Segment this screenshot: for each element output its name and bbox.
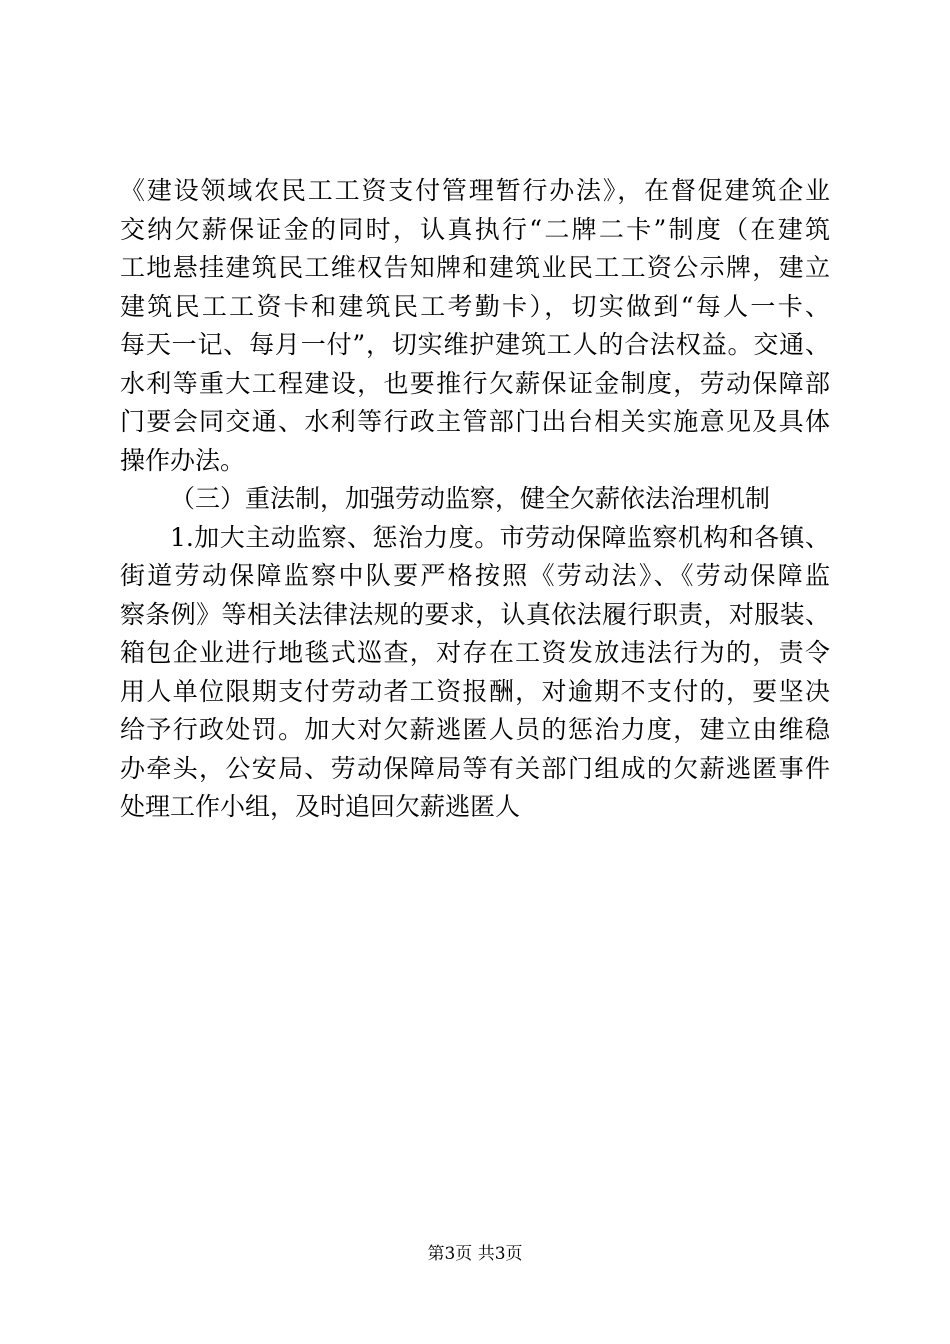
document-body — [120, 172, 830, 827]
body-line: 每天一记、每月一付”，切实维护建筑工人的合法权益。交通、 — [120, 330, 830, 359]
body-line: 建筑民工工资卡和建筑民工考勤卡），切实做到“每人一卡、 — [120, 291, 830, 321]
body-line: 察条例》等相关法律法规的要求，认真依法履行职责，对服装、 — [120, 599, 830, 629]
body-line: 《建设领域农民工工资支付管理暂行办法》，在督促建筑企业 — [120, 176, 830, 205]
body-line: 工地悬挂建筑民工维权告知牌和建筑业民工工资公示牌，建立 — [120, 253, 830, 282]
body-line: 交纳欠薪保证金的同时，认真执行“二牌二卡”制度（在建筑 — [120, 214, 830, 244]
body-line: 办牵头，公安局、劳动保障局等有关部门组成的欠薪逃匿事件 — [120, 753, 830, 783]
page-footer — [0, 1243, 950, 1265]
body-line: 箱包企业进行地毯式巡查，对存在工资发放违法行为的，责令 — [120, 638, 830, 667]
body-line: 街道劳动保障监察中队要严格按照《劳动法》、《劳动保障监 — [120, 561, 830, 590]
section-heading: （三）重法制，加强劳动监察，健全欠薪依法治理机制 — [170, 484, 771, 513]
body-line: 1.加大主动监察、惩治力度。市劳动保障监察机构和各镇、 — [170, 522, 830, 552]
page-number: 第3页 共3页 — [427, 1244, 523, 1264]
body-line: 给予行政处罚。加大对欠薪逃匿人员的惩治力度，建立由维稳 — [120, 715, 830, 744]
body-line: 用人单位限期支付劳动者工资报酬，对逾期不支付的，要坚决 — [120, 676, 830, 706]
body-line: 处理工作小组，及时追回欠薪逃匿人 — [120, 792, 521, 821]
body-line: 操作办法。 — [120, 445, 246, 475]
body-line: 门要会同交通、水利等行政主管部门出台相关实施意见及具体 — [120, 407, 830, 436]
body-line: 水利等重大工程建设，也要推行欠薪保证金制度，劳动保障部 — [120, 368, 830, 398]
